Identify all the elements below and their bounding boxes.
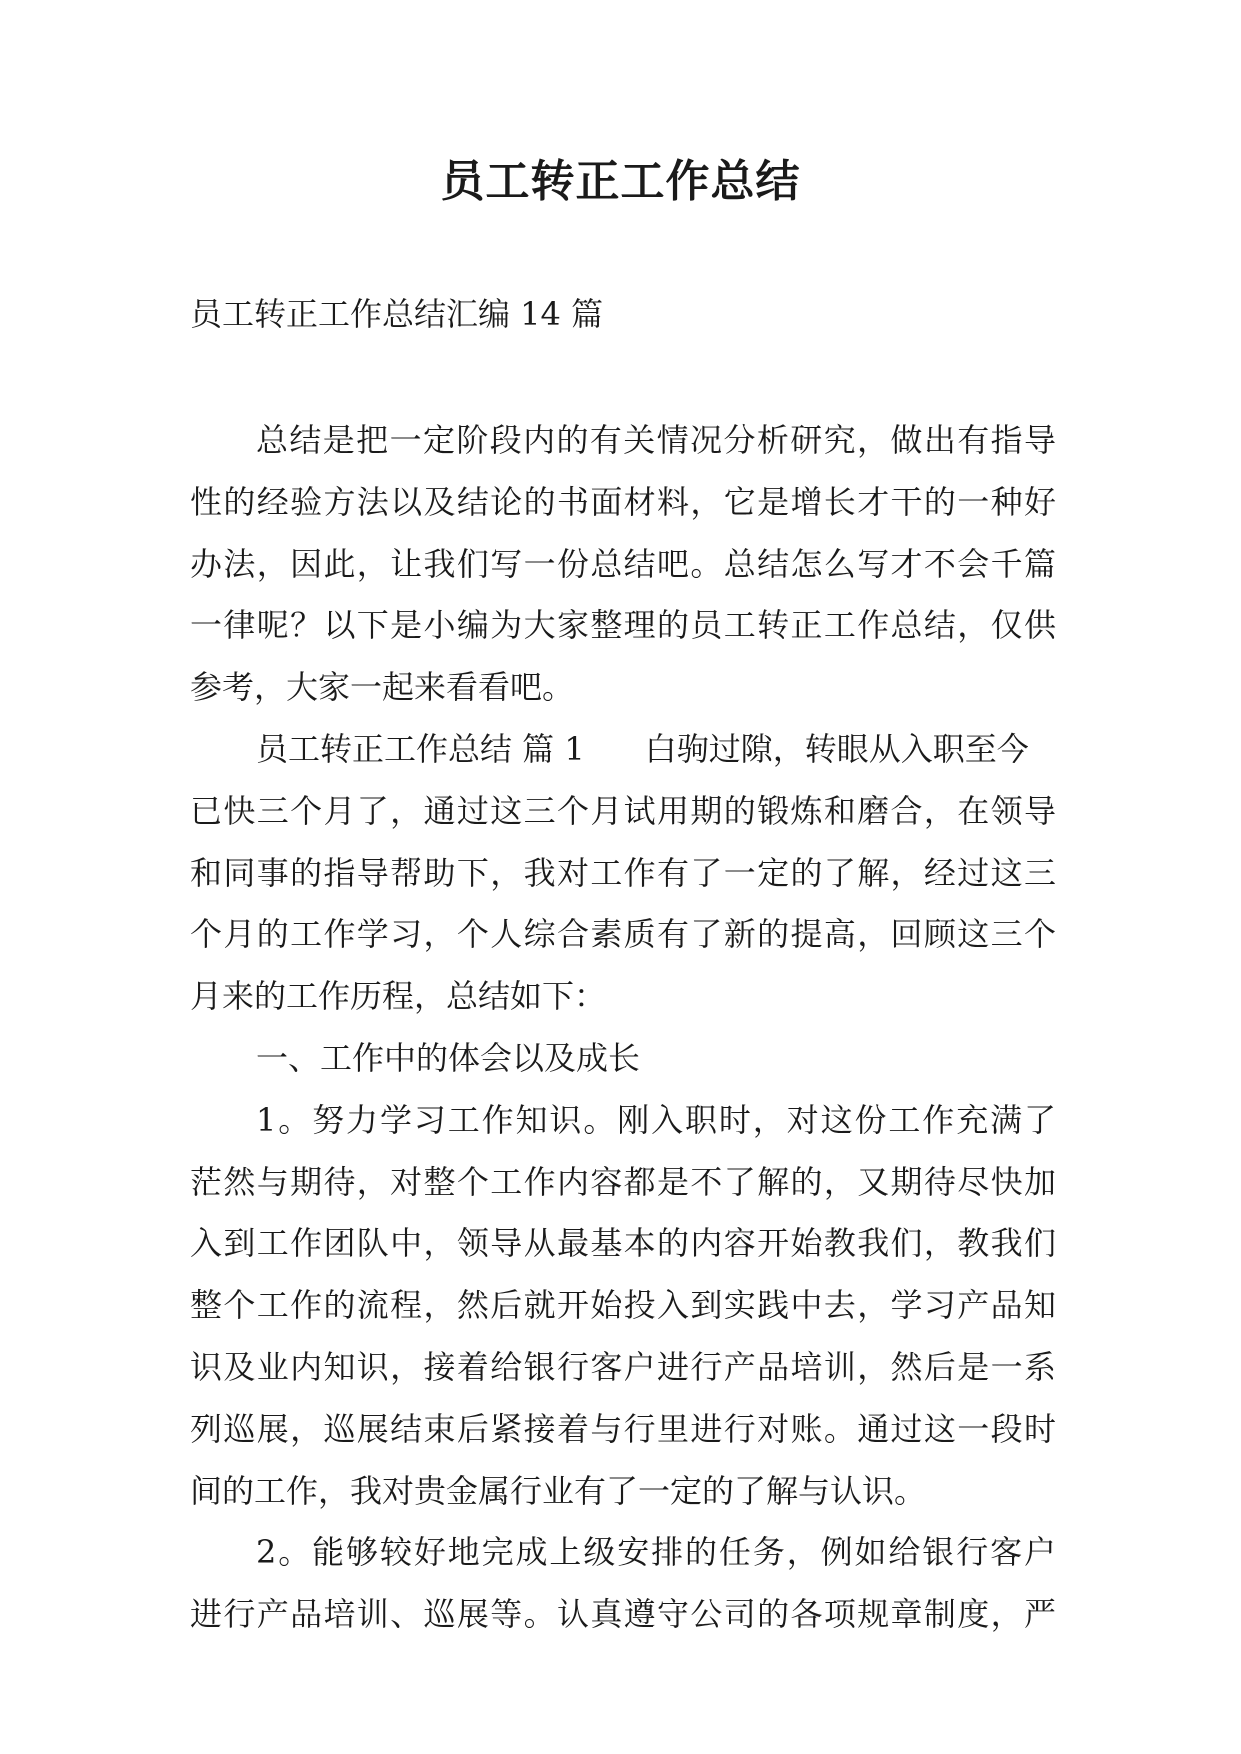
body-line: 和同事的指导帮助下，我对工作有了一定的了解，经过这三 bbox=[190, 853, 1056, 892]
body-line-section-heading bbox=[190, 719, 1056, 781]
body-line: 2。能够较好地完成上级安排的任务，例如给银行客户 bbox=[256, 1533, 1056, 1572]
body-line: 整个工作的流程，然后就开始投入到实践中去，学习产品知 bbox=[190, 1286, 1056, 1325]
body-line: 茫然与期待，对整个工作内容都是不了解的，又期待尽快加 bbox=[190, 1162, 1056, 1201]
body-line: 进行产品培训、巡展等。认真遵守公司的各项规章制度，严 bbox=[190, 1595, 1056, 1634]
body-line: 个月的工作学习，个人综合素质有了新的提高，回顾这三个 bbox=[190, 915, 1056, 954]
document-subtitle: 员工转正工作总结汇编 14 篇 bbox=[190, 295, 604, 333]
body-line: 识及业内知识，接着给银行客户进行产品培训，然后是一系 bbox=[190, 1347, 1056, 1386]
section-heading: 员工转正工作总结 篇 1 bbox=[256, 729, 585, 768]
body-line: 月来的工作历程，总结如下： bbox=[190, 977, 607, 1016]
body-line: 1。努力学习工作知识。刚入职时，对这份工作充满了 bbox=[256, 1100, 1056, 1139]
body-line: 总结是把一定阶段内的有关情况分析研究，做出有指导 bbox=[256, 421, 1056, 459]
section-opening-text: 白驹过隙，转眼从入职至今 bbox=[644, 729, 1029, 768]
body-line-heading: 一、工作中的体会以及成长 bbox=[256, 1038, 641, 1077]
body-line: 一律呢？以下是小编为大家整理的员工转正工作总结，仅供 bbox=[190, 606, 1056, 645]
document-title: 员工转正工作总结 bbox=[440, 156, 801, 207]
body-line: 办法，因此，让我们写一份总结吧。总结怎么写才不会千篇 bbox=[190, 544, 1056, 583]
body-line: 已快三个月了，通过这三个月试用期的锻炼和磨合，在领导 bbox=[190, 791, 1056, 830]
body-line: 参考，大家一起来看看吧。 bbox=[190, 668, 575, 707]
body-line: 列巡展，巡展结束后紧接着与行里进行对账。通过这一段时 bbox=[190, 1409, 1056, 1448]
body-line: 性的经验方法以及结论的书面材料，它是增长才干的一种好 bbox=[190, 482, 1056, 521]
body-line: 间的工作，我对贵金属行业有了一定的了解与认识。 bbox=[190, 1471, 927, 1510]
document-body bbox=[190, 410, 1056, 1646]
body-line: 入到工作团队中，领导从最基本的内容开始教我们，教我们 bbox=[190, 1224, 1056, 1263]
